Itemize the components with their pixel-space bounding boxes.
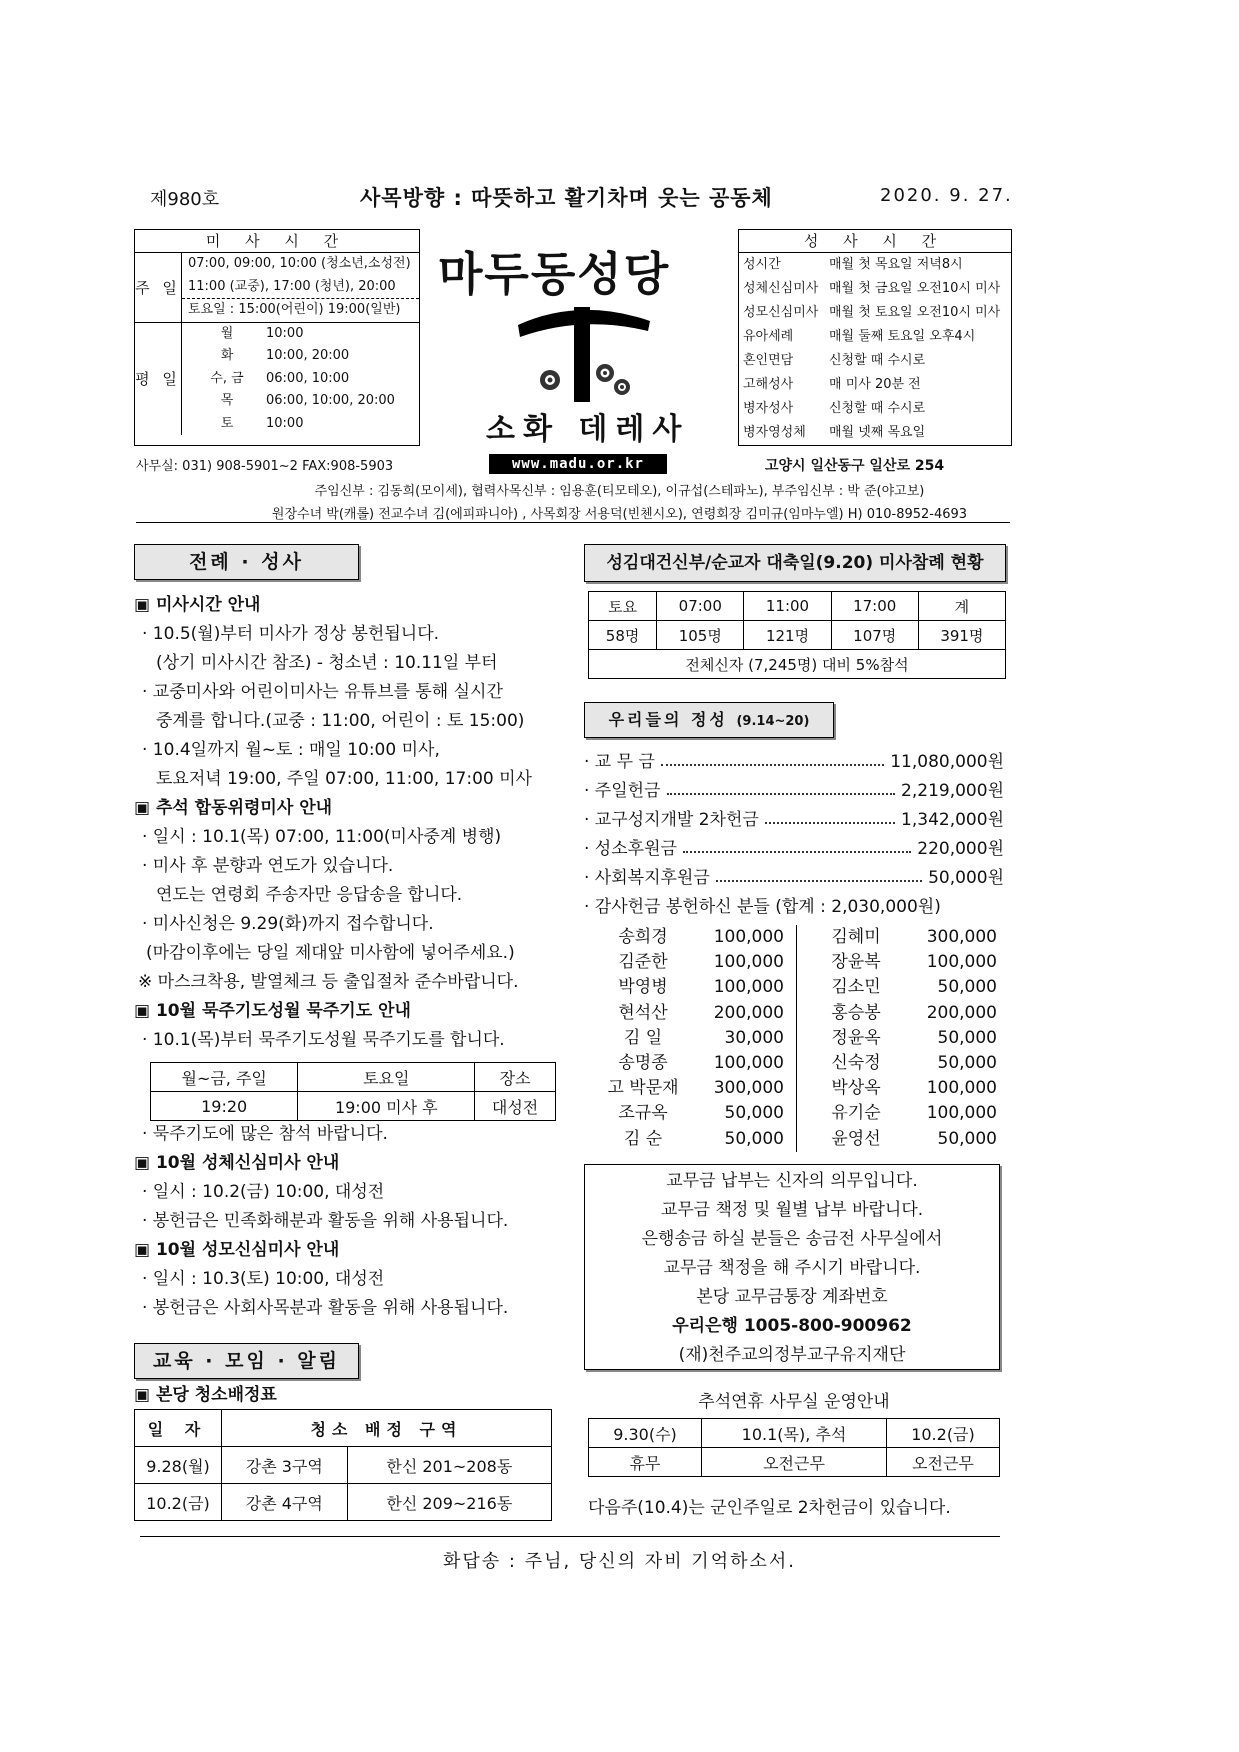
cleaning-header: 일 자 [135, 1410, 222, 1447]
sacrament-row: 병자성사 신청할 때 수시로 [743, 401, 926, 416]
notice-line: 교무금 책정을 해 주시기 바랍니다. [663, 1258, 921, 1278]
sacrament-row: 성시간 매월 첫 목요일 저녁8시 [743, 257, 963, 272]
rosary-after: · 묵주기도에 많은 참석 바랍니다. [142, 1124, 388, 1144]
donor-row: 박영병 100,000 김소민 50,000 [600, 975, 997, 1000]
cleaning-cell: 강촌 3구역 [222, 1447, 348, 1484]
next-week-notice: 다음주(10.4)는 군인주일로 2차헌금이 있습니다. [588, 1498, 951, 1518]
attendance-header: 11:00 [744, 592, 831, 621]
weekday-label: 평 일 [135, 323, 182, 436]
attendance-cell: 58명 [589, 621, 657, 650]
mass-notice-line: · 10.5(월)부터 미사가 정상 봉헌됩니다. [142, 624, 440, 644]
holiday-title: 추석연휴 사무실 운영안내 [698, 1392, 890, 1412]
attendance-summary: 전체신자 (7,245명) 대비 5%참석 [589, 650, 1006, 679]
sunday-line: 07:00, 09:00, 10:00 (청소년,소성전) [188, 256, 411, 271]
mass-notice-line: (상기 미사시간 참조) - 청소년 : 10.11일 부터 [156, 653, 498, 673]
offering-row: · 주일헌금 2,219,000원 [584, 776, 1004, 801]
cleaning-header: 청소 배정 구역 [222, 1410, 552, 1447]
rosary-title: ▣ 10월 묵주기도성월 묵주기도 안내 [134, 1001, 411, 1021]
patron-saint: 소화 데레사 [486, 412, 690, 447]
marian-title: ▣ 10월 성모신심미사 안내 [134, 1240, 340, 1260]
sunday-line: 11:00 (교중), 17:00 (청년), 20:00 [188, 278, 396, 294]
rosary-line: · 10.1(목)부터 묵주기도성월 묵주기도를 합니다. [142, 1030, 505, 1050]
sunday-label: 주 일 [135, 253, 182, 322]
holiday-table [588, 1418, 1000, 1477]
website-link[interactable]: www.madu.or.kr [489, 454, 667, 474]
mass-notice-title: ▣ 미사시간 안내 [134, 595, 261, 615]
memorial-line: 연도는 연령회 주송자만 응답송을 합니다. [156, 885, 463, 905]
weekday-row: 월 10:00 [220, 325, 304, 341]
memorial-line: · 미사 후 분향과 연도가 있습니다. [142, 856, 394, 876]
offering-row: · 성소후원금 220,000원 [584, 834, 1004, 859]
memorial-line: (마감이후에는 당일 제대앞 미사함에 넣어주세요.) [146, 943, 515, 963]
holiday-cell: 휴무 [589, 1448, 702, 1477]
notice-line: 교무금 납부는 신자의 의무입니다. [666, 1171, 918, 1191]
weekday-row: 목 06:00, 10:00, 20:00 [220, 393, 395, 408]
tithe-notice-box [584, 1164, 1000, 1370]
attendance-title: 성김대건신부/순교자 대축일(9.20) 미사참례 현황 [584, 544, 1006, 582]
memorial-line: · 일시 : 10.1(목) 07:00, 11:00(미사중계 병행) [142, 827, 502, 847]
donor-row: 송희경 100,000 김혜미 300,000 [600, 925, 997, 950]
offerings-period: (9.14~20) [736, 714, 810, 729]
donor-row: 송명종 100,000 신숙정 50,000 [600, 1051, 997, 1076]
sacrament-row: 고해성사 매 미사 20분 전 [743, 377, 921, 392]
attendance-header: 계 [918, 592, 1005, 621]
memorial-line: ※ 마스크착용, 발열체크 등 출입절차 준수바랍니다. [138, 972, 519, 992]
thanks-title: · 감사헌금 봉헌하신 분들 (합계 : 2,030,000원) [584, 897, 941, 917]
holiday-header: 9.30(수) [589, 1419, 702, 1448]
donor-row: 김 순 50,000 윤영선 50,000 [600, 1127, 997, 1152]
notice-line: (재)천주교의정부교구유지재단 [678, 1345, 906, 1365]
donor-row: 현석산 200,000 홍승봉 200,000 [600, 1001, 997, 1026]
parish-name: 마두동성당 [438, 247, 671, 301]
donor-row: 고 박문재 300,000 박상옥 100,000 [600, 1076, 997, 1101]
cleaning-cell: 9.28(월) [135, 1447, 222, 1484]
donor-row: 김 일 30,000 정윤옥 50,000 [600, 1026, 997, 1051]
attendance-cell: 391명 [918, 621, 1005, 650]
offerings-title-text: 우리들의 정성 [608, 710, 728, 729]
staff-line: 주임신부 : 김동희(모이세), 협력사목신부 : 임용훈(티모테오), 이규섭(스테파노), 부주임신부 : 박 준(야고보) [314, 484, 925, 499]
liturgy-section-header: 전례 · 성사 [134, 544, 359, 580]
holiday-cell: 오전근무 [886, 1448, 999, 1477]
memorial-title: ▣ 추석 합동위령미사 안내 [134, 798, 333, 818]
memorial-line: · 미사신청은 9.29(화)까지 접수합니다. [142, 914, 434, 934]
eucharist-line: · 봉헌금은 민족화해분과 활동을 위해 사용됩니다. [142, 1211, 509, 1231]
sacrament-row: 성체신심미사 매월 첫 금요일 오전10시 미사 [743, 281, 1001, 296]
sacrament-row: 유아세례 매월 둘째 토요일 오후4시 [743, 329, 976, 344]
cleaning-title: ▣ 본당 청소배정표 [134, 1385, 277, 1405]
rosary-header: 토요일 [298, 1063, 475, 1092]
attendance-header: 토요 [589, 592, 657, 621]
attendance-header: 07:00 [657, 592, 744, 621]
eucharist-title: ▣ 10월 성체신심미사 안내 [134, 1153, 340, 1173]
sacrament-row: 병자영성체 매월 넷째 목요일 [743, 425, 926, 440]
attendance-table [588, 591, 1006, 679]
rosary-cell: 19:20 [151, 1092, 298, 1121]
sacrament-row: 성모신심미사 매월 첫 토요일 오전10시 미사 [743, 305, 1001, 320]
cleaning-cell: 한신 209~216동 [347, 1484, 551, 1521]
staff-line: 원장수녀 박(캐롤) 전교수녀 김(에피파니아) , 사목회장 서용덕(빈첸시오), 연령회장 김미규(임마누엘) H) 010-8952-4693 [271, 507, 968, 522]
mass-times-title: 미 사 시 간 [135, 230, 419, 253]
cross-roses-logo [510, 295, 660, 405]
attendance-cell: 105명 [657, 621, 744, 650]
rosary-header: 월~금, 주일 [151, 1063, 298, 1092]
rosary-cell: 대성전 [475, 1092, 556, 1121]
offering-row: · 교 무 금 11,080,000원 [584, 747, 1004, 772]
cleaning-cell: 10.2(금) [135, 1484, 222, 1521]
rosary-cell: 19:00 미사 후 [298, 1092, 475, 1121]
issue-date: 2020. 9. 27. [880, 185, 1013, 206]
notice-line: 본당 교무금통장 계좌번호 [696, 1287, 888, 1307]
weekday-row: 화 10:00, 20:00 [220, 348, 350, 363]
header-divider [136, 522, 1010, 523]
pastoral-motto: 사목방향 : 따뜻하고 활기차며 웃는 공동체 [360, 186, 773, 210]
footer-divider [140, 1536, 1000, 1537]
notice-line: 은행송금 하실 분들은 송금전 사무실에서 [641, 1229, 943, 1249]
marian-line: · 일시 : 10.3(토) 10:00, 대성전 [142, 1269, 385, 1289]
responsorial-psalm: 화답송 : 주님, 당신의 자비 기억하소서. [443, 1551, 796, 1572]
donor-row: 조규옥 50,000 유기순 100,000 [600, 1101, 997, 1126]
rosary-table [150, 1062, 556, 1121]
eucharist-line: · 일시 : 10.2(금) 10:00, 대성전 [142, 1182, 385, 1202]
holiday-header: 10.2(금) [886, 1419, 999, 1448]
attendance-cell: 107명 [831, 621, 918, 650]
holiday-header: 10.1(목), 추석 [702, 1419, 887, 1448]
issue-number: 제980호 [150, 189, 220, 210]
marian-line: · 봉헌금은 사회사목분과 활동을 위해 사용됩니다. [142, 1298, 509, 1318]
offering-row: · 교구성지개발 2차헌금 1,342,000원 [584, 805, 1004, 830]
cleaning-table [134, 1409, 552, 1521]
offering-row: · 사회복지후원금 50,000원 [584, 863, 1004, 888]
weekday-row: 토 10:00 [220, 415, 304, 431]
mass-notice-line: · 교중미사와 어린이미사는 유튜브를 통해 실시간 [142, 682, 503, 702]
rosary-header: 장소 [475, 1063, 556, 1092]
sacraments-title: 성 사 시 간 [739, 230, 1011, 253]
mass-times-box [134, 229, 420, 446]
mass-notice-line: 중계를 합니다.(교중 : 11:00, 어린이 : 토 15:00) [156, 711, 525, 731]
office-phone: 사무실: 031) 908-5901~2 FAX:908-5903 [136, 459, 394, 474]
education-section-header: 교육 · 모임 · 알림 [134, 1343, 359, 1379]
cleaning-cell: 강촌 4구역 [222, 1484, 348, 1521]
sacraments-box [738, 229, 1012, 446]
holiday-cell: 오전근무 [702, 1448, 887, 1477]
parish-address: 고양시 일산동구 일산로 254 [765, 458, 945, 474]
attendance-header: 17:00 [831, 592, 918, 621]
bank-account: 우리은행 1005-800-900962 [672, 1316, 912, 1336]
saturday-line: 토요일 : 15:00(어린이) 19:00(일반) [182, 298, 419, 322]
notice-line: 교무금 책정 및 월별 납부 바랍니다. [660, 1200, 924, 1220]
donor-row: 김준한 100,000 장윤복 100,000 [600, 950, 997, 975]
mass-notice-line: 토요저녁 19:00, 주일 07:00, 11:00, 17:00 미사 [156, 769, 532, 789]
sacrament-row: 혼인면담 신청할 때 수시로 [743, 353, 926, 368]
donor-list [600, 925, 997, 1152]
weekday-row: 수, 금 06:00, 10:00 [210, 370, 350, 386]
cleaning-cell: 한신 201~208동 [347, 1447, 551, 1484]
offerings-title [584, 702, 834, 738]
attendance-cell: 121명 [744, 621, 831, 650]
mass-notice-line: · 10.4일까지 월~토 : 매일 10:00 미사, [142, 740, 440, 760]
